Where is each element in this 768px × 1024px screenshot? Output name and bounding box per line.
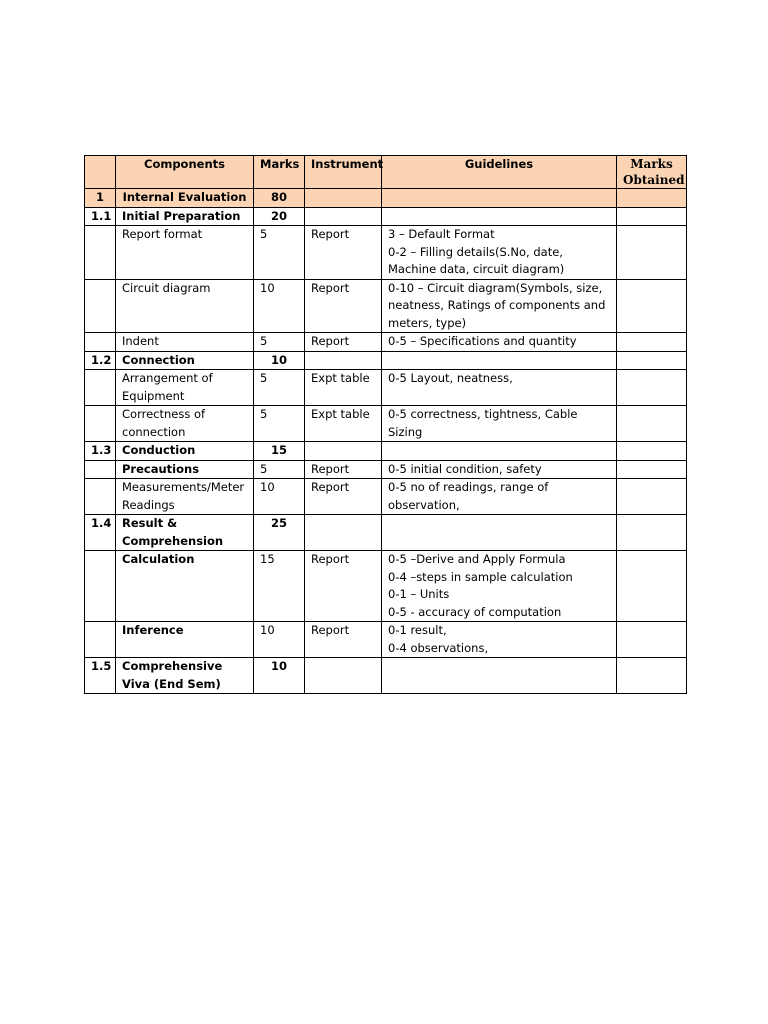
cell-marks-obtained bbox=[617, 226, 687, 280]
header-instrument: Instrument bbox=[305, 156, 382, 189]
cell-sno bbox=[85, 406, 116, 442]
cell-instrument: Report bbox=[305, 333, 382, 352]
cell-guidelines bbox=[382, 658, 617, 694]
cell-sno bbox=[85, 333, 116, 352]
section-row bbox=[85, 658, 687, 694]
cell-sno bbox=[85, 279, 116, 333]
cell-instrument: Expt table bbox=[305, 370, 382, 406]
cell-instrument bbox=[305, 189, 382, 208]
cell-sno bbox=[85, 226, 116, 280]
cell-marks-obtained bbox=[617, 207, 687, 226]
section-row bbox=[85, 189, 687, 208]
cell-marks-obtained bbox=[617, 479, 687, 515]
table-row bbox=[85, 479, 687, 515]
cell-marks: 10 bbox=[254, 351, 305, 370]
section-row bbox=[85, 207, 687, 226]
cell-instrument bbox=[305, 658, 382, 694]
table-row bbox=[85, 551, 687, 622]
header-sno bbox=[85, 156, 116, 189]
cell-component: Calculation bbox=[116, 551, 254, 622]
cell-marks-obtained bbox=[617, 370, 687, 406]
cell-marks: 5 bbox=[254, 370, 305, 406]
header-components: Components bbox=[116, 156, 254, 189]
cell-guidelines bbox=[382, 189, 617, 208]
cell-guidelines: 0-5 – Specifications and quantity bbox=[382, 333, 617, 352]
marks-rubric-table bbox=[84, 155, 687, 694]
cell-component: Inference bbox=[116, 622, 254, 658]
cell-sno bbox=[85, 551, 116, 622]
cell-guidelines bbox=[382, 207, 617, 226]
cell-marks: 5 bbox=[254, 460, 305, 479]
cell-sno: 1.4 bbox=[85, 515, 116, 551]
cell-guidelines bbox=[382, 351, 617, 370]
cell-guidelines: 0-1 result, 0-4 observations, bbox=[382, 622, 617, 658]
cell-component: Report format bbox=[116, 226, 254, 280]
table-row bbox=[85, 226, 687, 280]
cell-guidelines bbox=[382, 442, 617, 461]
cell-sno: 1.5 bbox=[85, 658, 116, 694]
cell-marks: 10 bbox=[254, 622, 305, 658]
cell-guidelines: 0-10 – Circuit diagram(Symbols, size, neatness, Ratings of components and meters, type) bbox=[382, 279, 617, 333]
cell-instrument bbox=[305, 442, 382, 461]
cell-instrument bbox=[305, 207, 382, 226]
cell-sno bbox=[85, 622, 116, 658]
cell-marks-obtained bbox=[617, 442, 687, 461]
cell-component: Precautions bbox=[116, 460, 254, 479]
cell-marks-obtained bbox=[617, 460, 687, 479]
table-header-row bbox=[85, 156, 687, 189]
cell-marks-obtained bbox=[617, 622, 687, 658]
cell-marks: 25 bbox=[254, 515, 305, 551]
cell-marks: 15 bbox=[254, 442, 305, 461]
cell-instrument: Report bbox=[305, 622, 382, 658]
cell-marks-obtained bbox=[617, 515, 687, 551]
cell-marks: 5 bbox=[254, 226, 305, 280]
table-row bbox=[85, 622, 687, 658]
section-row bbox=[85, 515, 687, 551]
cell-component: Internal Evaluation bbox=[116, 189, 254, 208]
cell-sno bbox=[85, 370, 116, 406]
cell-marks-obtained bbox=[617, 658, 687, 694]
cell-marks-obtained bbox=[617, 406, 687, 442]
cell-sno bbox=[85, 479, 116, 515]
cell-sno: 1 bbox=[85, 189, 116, 208]
table-row bbox=[85, 333, 687, 352]
header-marks-obtained: Marks Obtained bbox=[617, 156, 687, 189]
cell-marks: 5 bbox=[254, 333, 305, 352]
cell-component: Comprehensive Viva (End Sem) bbox=[116, 658, 254, 694]
cell-marks-obtained bbox=[617, 351, 687, 370]
header-marks: Marks bbox=[254, 156, 305, 189]
cell-sno: 1.1 bbox=[85, 207, 116, 226]
cell-sno: 1.2 bbox=[85, 351, 116, 370]
header-guidelines: Guidelines bbox=[382, 156, 617, 189]
cell-guidelines: 0-5 correctness, tightness, Cable Sizing bbox=[382, 406, 617, 442]
table-row bbox=[85, 370, 687, 406]
cell-guidelines: 0-5 Layout, neatness, bbox=[382, 370, 617, 406]
document-page bbox=[84, 155, 686, 694]
cell-guidelines: 0-5 –Derive and Apply Formula 0-4 –steps in sample calculation 0-1 – Units 0-5 - accuracy of computation bbox=[382, 551, 617, 622]
cell-component: Result & Comprehension bbox=[116, 515, 254, 551]
cell-guidelines bbox=[382, 515, 617, 551]
cell-marks: 80 bbox=[254, 189, 305, 208]
cell-marks: 20 bbox=[254, 207, 305, 226]
table-row bbox=[85, 460, 687, 479]
cell-marks-obtained bbox=[617, 189, 687, 208]
cell-marks: 10 bbox=[254, 279, 305, 333]
cell-marks: 10 bbox=[254, 479, 305, 515]
table-row bbox=[85, 279, 687, 333]
cell-component: Measurements/Meter Readings bbox=[116, 479, 254, 515]
cell-component: Conduction bbox=[116, 442, 254, 461]
cell-component: Connection bbox=[116, 351, 254, 370]
cell-guidelines: 3 – Default Format 0-2 – Filling details(S.No, date, Machine data, circuit diagram) bbox=[382, 226, 617, 280]
cell-instrument: Report bbox=[305, 460, 382, 479]
cell-component: Correctness of connection bbox=[116, 406, 254, 442]
cell-instrument: Report bbox=[305, 479, 382, 515]
cell-marks: 15 bbox=[254, 551, 305, 622]
cell-sno: 1.3 bbox=[85, 442, 116, 461]
cell-guidelines: 0-5 no of readings, range of observation, bbox=[382, 479, 617, 515]
cell-component: Indent bbox=[116, 333, 254, 352]
table-row bbox=[85, 406, 687, 442]
cell-marks-obtained bbox=[617, 551, 687, 622]
table-body bbox=[85, 189, 687, 694]
cell-marks-obtained bbox=[617, 333, 687, 352]
cell-guidelines: 0-5 initial condition, safety bbox=[382, 460, 617, 479]
cell-component: Initial Preparation bbox=[116, 207, 254, 226]
cell-marks: 10 bbox=[254, 658, 305, 694]
cell-component: Arrangement of Equipment bbox=[116, 370, 254, 406]
cell-instrument: Report bbox=[305, 279, 382, 333]
cell-marks: 5 bbox=[254, 406, 305, 442]
cell-instrument: Expt table bbox=[305, 406, 382, 442]
cell-component: Circuit diagram bbox=[116, 279, 254, 333]
section-row bbox=[85, 442, 687, 461]
cell-instrument: Report bbox=[305, 551, 382, 622]
cell-instrument: Report bbox=[305, 226, 382, 280]
cell-sno bbox=[85, 460, 116, 479]
section-row bbox=[85, 351, 687, 370]
cell-instrument bbox=[305, 515, 382, 551]
cell-marks-obtained bbox=[617, 279, 687, 333]
cell-instrument bbox=[305, 351, 382, 370]
